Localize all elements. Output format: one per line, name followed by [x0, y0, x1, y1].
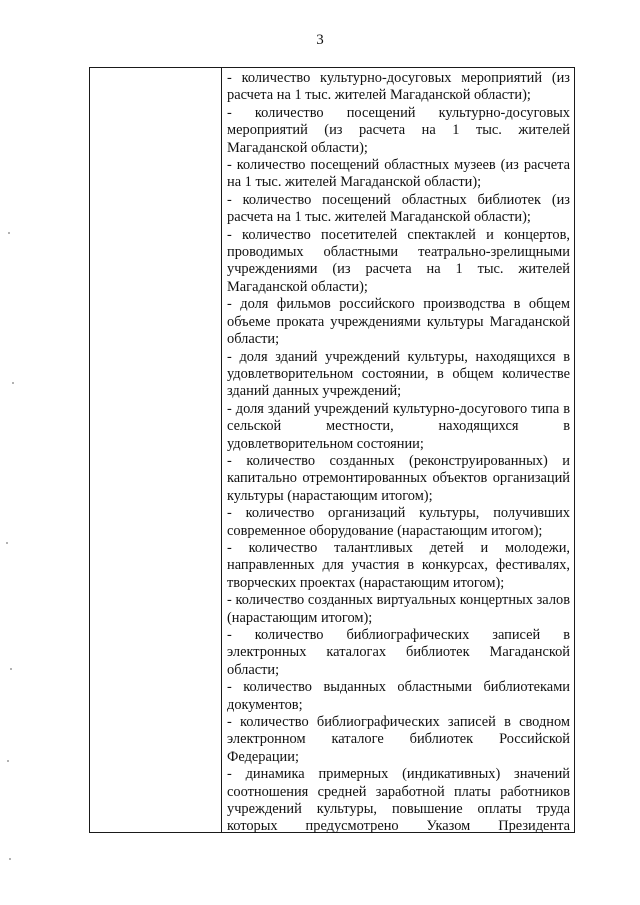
list-item: - количество посещений областных библиотек (из расчета на 1 тыс. жителей Магаданской области); [227, 191, 570, 226]
list-item: - количество библиографических записей в электронных каталогах библиотек Магаданской области; [227, 627, 570, 678]
list-item: - динамика примерных (индикативных) значений соотношения средней заработной платы работников учреждений культуры, повышение оплаты труда которых предусмотрено Указом Президента [227, 766, 570, 835]
list-item: - количество выданных областными библиотеками документов; [227, 679, 570, 713]
table-right-column [227, 70, 570, 836]
list-item: - количество талантливых детей и молодежи, направленных для участия в конкурсах, фестивалях, творческих проектах (нарастающим итогом); [227, 539, 570, 591]
scan-speck [10, 668, 12, 670]
list-item: - доля зданий учреждений культуры, находящихся в удовлетворительном состоянии, в общем количестве зданий данных учреждений; [227, 348, 570, 400]
page-number: 3 [316, 32, 324, 48]
scan-speck [12, 382, 14, 384]
scan-speck [6, 542, 8, 544]
document-table [89, 67, 575, 833]
list-item: - количество организаций культуры, получивших современное оборудование (нарастающим итогом); [227, 505, 570, 539]
list-item: - количество культурно-досуговых мероприятий (из расчета на 1 тыс. жителей Магаданской области); [227, 70, 570, 104]
list-item: - количество посетителей спектаклей и концертов, проводимых областными театрально-зрелищными учреждениями (из расчета на 1 тыс. жителей Магаданской области); [227, 226, 570, 295]
list-item: - количество библиографических записей в сводном электронном каталоге библиотек Российской Федерации; [227, 714, 570, 765]
list-item: - доля зданий учреждений культурно-досугового типа в сельской местности, находящихся в удовлетворительном состоянии; [227, 400, 570, 452]
list-item: - количество созданных (реконструированных) и капитально отремонтированных объектов организаций культуры (нарастающим итогом); [227, 452, 570, 504]
list-item: - доля фильмов российского производства в общем объеме проката учреждениями культуры Магаданской области; [227, 296, 570, 348]
scan-speck [8, 232, 10, 234]
table-left-column [90, 68, 222, 832]
list-item: - количество посещений культурно-досуговых мероприятий (из расчета на 1 тыс. жителей Магаданской области); [227, 104, 570, 156]
scan-speck [7, 760, 9, 762]
list-item: - количество созданных виртуальных концертных залов (нарастающим итогом); [227, 592, 570, 626]
scan-speck [9, 858, 11, 860]
list-item: - количество посещений областных музеев (из расчета на 1 тыс. жителей Магаданской области); [227, 157, 570, 191]
